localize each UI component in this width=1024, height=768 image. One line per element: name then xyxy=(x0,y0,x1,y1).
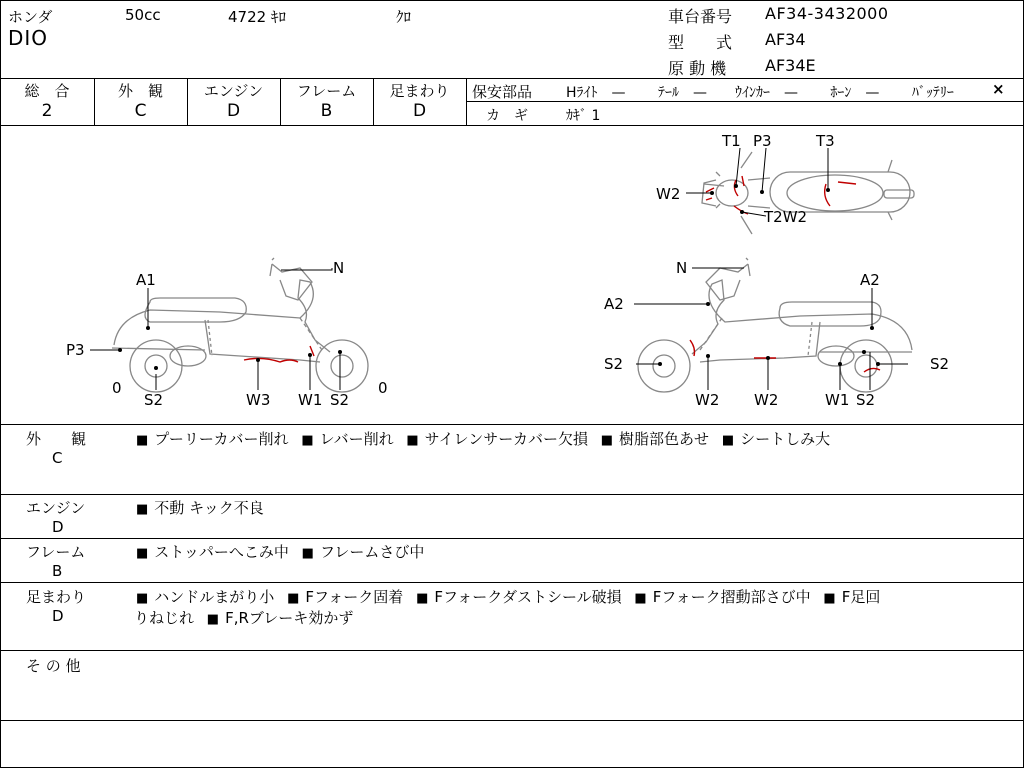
notes-engine-items: ■ 不動 キック不良 xyxy=(136,499,264,517)
note-item: プーリーカバー削れ xyxy=(154,430,289,448)
label-w1: W1 xyxy=(298,391,323,409)
label-w1: W1 xyxy=(825,391,850,409)
label-a1: A1 xyxy=(136,271,156,289)
label-w2: W2 xyxy=(754,391,779,409)
note-item: Fフォークダストシール破損 xyxy=(434,588,622,606)
key-label: カ ギ xyxy=(486,108,528,124)
notes-suspension-grade: D xyxy=(52,607,64,625)
notes-suspension-line1: ■ ハンドルまがり小 ■ Fフォーク固着 ■ Fフォークダストシール破損 ■ Fフォーク摺動部さび中 ■ F足回 xyxy=(136,588,881,606)
note-item: りねじれ xyxy=(134,609,195,627)
engine-number: AF34E xyxy=(765,56,816,75)
diagram-labels xyxy=(66,132,949,409)
frame-grade: B xyxy=(320,101,333,121)
divider xyxy=(0,494,1024,495)
label-t1: T1 xyxy=(722,132,741,150)
suspension-label: 足まわり xyxy=(389,82,450,100)
divider xyxy=(466,78,467,125)
label-w2: W2 xyxy=(695,391,720,409)
divider xyxy=(0,650,1024,651)
safety-label: 保安部品 xyxy=(472,83,533,101)
notes-exterior-label: 外 観 xyxy=(26,430,87,448)
engine-number-label: 原 動 機 xyxy=(668,59,727,78)
label-t2w2: T2W2 xyxy=(764,208,808,226)
suspension-grade: D xyxy=(412,101,427,121)
label-zero: 0 xyxy=(112,379,122,397)
key-value: ｶｷﾞ 1 xyxy=(566,108,601,124)
divider xyxy=(0,538,1024,539)
overall-grade: 2 xyxy=(41,101,53,121)
label-w2: W2 xyxy=(656,185,681,203)
frame-label: フレーム xyxy=(296,82,357,100)
exterior-label: 外 観 xyxy=(117,82,163,100)
label-n: N xyxy=(676,259,688,277)
label-n: N xyxy=(333,259,345,277)
type-label: 型 式 xyxy=(668,33,733,52)
note-item: 樹脂部色あせ xyxy=(619,430,710,448)
label-t3: T3 xyxy=(816,132,835,150)
notes-engine-grade: D xyxy=(52,518,64,536)
label-w3: W3 xyxy=(246,391,271,409)
color: ｸﾛ xyxy=(396,8,412,26)
exterior-grade: C xyxy=(134,101,147,121)
label-s2: S2 xyxy=(330,391,350,409)
label-p3: P3 xyxy=(66,341,85,359)
frame-number-label: 車台番号 xyxy=(668,7,733,26)
note-item: ハンドルまがり小 xyxy=(154,588,275,606)
note-item: サイレンサーカバー欠損 xyxy=(424,430,588,448)
notes-frame-label: フレーム xyxy=(26,543,86,561)
notes-frame-grade: B xyxy=(52,562,63,580)
divider xyxy=(0,720,1024,721)
battery-mark: × xyxy=(992,80,1005,98)
notes-frame-items: ■ ストッパーへこみ中 ■ フレームさび中 xyxy=(136,543,425,561)
notes-suspension-line2: りねじれ ■ F,Rブレーキ効かず xyxy=(134,609,354,627)
divider xyxy=(0,424,1024,425)
divider xyxy=(0,78,1024,79)
label-s2: S2 xyxy=(604,355,624,373)
note-item: Fフォーク固着 xyxy=(305,588,404,606)
label-zero: 0 xyxy=(378,379,388,397)
note-item: F,Rブレーキ効かず xyxy=(225,609,354,627)
notes-other-label: そ の 他 xyxy=(26,657,81,675)
engine-grade: D xyxy=(226,101,241,121)
note-item: ストッパーへこみ中 xyxy=(154,543,289,561)
label-p3: P3 xyxy=(753,132,772,150)
notes-exterior-items: ■ プーリーカバー削れ ■ レバー削れ ■ サイレンサーカバー欠損 ■ 樹脂部色あせ ■ シートしみ大 xyxy=(136,430,831,448)
overall-label: 総 合 xyxy=(24,82,70,100)
mileage: 4722 ｷﾛ xyxy=(228,8,286,26)
label-s2: S2 xyxy=(144,391,164,409)
model-name: DIO xyxy=(8,26,49,50)
notes-suspension-label: 足まわり xyxy=(26,588,87,606)
label-a2: A2 xyxy=(604,295,624,313)
note-item: フレームさび中 xyxy=(319,543,425,561)
notes-engine-label: エンジン xyxy=(26,499,86,517)
label-a2: A2 xyxy=(860,271,880,289)
label-s2: S2 xyxy=(856,391,876,409)
note-item: シートしみ大 xyxy=(740,430,831,448)
engine-label: エンジン xyxy=(203,82,264,100)
note-item: 不動 キック不良 xyxy=(154,499,264,517)
type-value: AF34 xyxy=(765,30,806,49)
note-item: レバー削れ xyxy=(319,430,394,448)
displacement: 50cc xyxy=(125,6,161,24)
top-view-scooter xyxy=(702,152,914,234)
maker: ホンダ xyxy=(8,8,53,26)
safety-items: Hﾗｲﾄ — ﾃｰﾙ — ｳｲﾝｶｰ — ﾎｰﾝ — ﾊﾞｯﾃﾘｰ xyxy=(566,85,954,101)
divider xyxy=(0,582,1024,583)
note-item: F足回 xyxy=(841,588,881,606)
label-s2: S2 xyxy=(930,355,950,373)
note-item: Fフォーク摺動部さび中 xyxy=(652,588,811,606)
frame-number: AF34-3432000 xyxy=(765,4,889,23)
notes-exterior-grade: C xyxy=(52,449,63,467)
damage-diagram xyxy=(0,126,1024,424)
